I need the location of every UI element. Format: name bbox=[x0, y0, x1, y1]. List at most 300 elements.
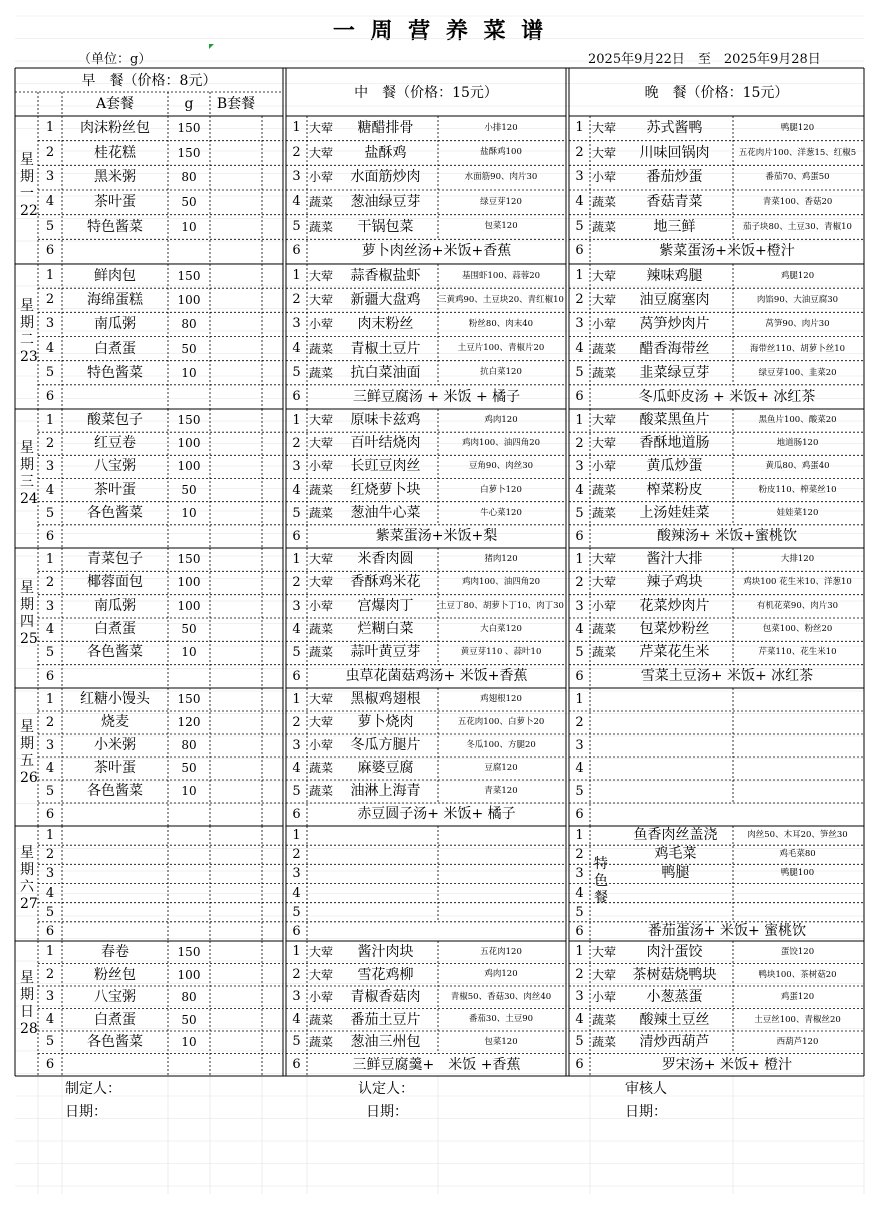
lunch-ingredients: 土豆片100、青椒片20 bbox=[457, 343, 545, 354]
row-number: 6 bbox=[575, 923, 584, 939]
breakfast-gram: 50 bbox=[181, 341, 197, 356]
lunch-ingredients: 番茄30、土豆90 bbox=[468, 1014, 534, 1025]
dinner-category: 蔬菜 bbox=[591, 195, 616, 209]
row-number: 2 bbox=[292, 575, 301, 591]
row-number: 2 bbox=[575, 292, 584, 308]
lunch-category bbox=[307, 845, 335, 864]
row-number: 4 bbox=[292, 482, 301, 498]
dinner-dish: 小葱蒸蛋 bbox=[646, 989, 703, 1005]
row-number: 6 bbox=[292, 807, 301, 822]
breakfast-dish: 黑米粥 bbox=[94, 169, 136, 186]
row-number: 4 bbox=[45, 885, 55, 901]
lunch-soup: 萝卜肉丝汤+米饭+香蕉 bbox=[361, 243, 512, 260]
row-number: 3 bbox=[292, 866, 301, 882]
row-number: 2 bbox=[292, 292, 301, 308]
breakfast-gram: 80 bbox=[181, 738, 197, 752]
lunch-category: 蔬菜 bbox=[308, 1035, 333, 1049]
breakfast-dish: 粉丝包 bbox=[94, 966, 136, 983]
breakfast-gram: 50 bbox=[181, 761, 197, 775]
lunch-category: 蔬菜 bbox=[308, 645, 333, 660]
lunch-category: 蔬菜 bbox=[308, 341, 333, 356]
dinner-dish: 肉汁蛋饺 bbox=[646, 944, 703, 960]
row-number: 1 bbox=[575, 552, 584, 567]
row-number: 5 bbox=[575, 1034, 584, 1049]
breakfast-dish: 特色酱菜 bbox=[87, 218, 143, 235]
dinner-category: 蔬菜 bbox=[591, 365, 616, 380]
row-number: 2 bbox=[575, 436, 584, 452]
lunch-ingredients: 鸡肉100、油四角20 bbox=[461, 438, 541, 449]
approver-date-label: 日期： bbox=[366, 1104, 408, 1120]
lunch-dish: 蒜叶黄豆芽 bbox=[350, 644, 421, 661]
lunch-dish: 米香肉圆 bbox=[357, 551, 414, 567]
row-number: 6 bbox=[575, 668, 584, 684]
lunch-ingredients bbox=[438, 826, 564, 845]
day-label: 星期三24 bbox=[20, 440, 38, 507]
breakfast-gram: 100 bbox=[177, 293, 201, 308]
breakfast-dish: 各色酱菜 bbox=[87, 1034, 143, 1050]
row-number: 4 bbox=[45, 340, 55, 356]
dinner-dish: 芹菜花生米 bbox=[639, 644, 710, 661]
dinner-ingredients bbox=[733, 688, 862, 711]
row-number: 5 bbox=[45, 784, 55, 799]
dinner-dish: 地三鲜 bbox=[653, 218, 696, 235]
breakfast-dish: 红糖小馒头 bbox=[80, 691, 150, 707]
lunch-category: 大荤 bbox=[308, 945, 333, 959]
breakfast-gram: 100 bbox=[177, 967, 201, 982]
lunch-ingredients: 水面筋90、肉片30 bbox=[464, 172, 538, 183]
lunch-category: 小荤 bbox=[308, 738, 333, 752]
lunch-dish: 雪花鸡柳 bbox=[357, 966, 414, 983]
row-number: 2 bbox=[45, 144, 55, 160]
lunch-dish: 盐酥鸡 bbox=[364, 144, 407, 161]
lunch-header: 中 餐（价格：15元） bbox=[354, 85, 498, 101]
breakfast-dish bbox=[62, 864, 168, 883]
special-meal-label: 特色餐 bbox=[594, 856, 608, 906]
dinner-dish bbox=[620, 884, 731, 903]
dinner-ingredients: 鸡块100 花生米10、洋葱10 bbox=[743, 577, 852, 588]
breakfast-gram: 80 bbox=[181, 170, 197, 185]
dinner-ingredients bbox=[733, 884, 862, 903]
lunch-soup: 三鲜豆腐羹+ 米饭 +香蕉 bbox=[352, 1056, 521, 1073]
set-b-header: B套餐 bbox=[216, 96, 256, 112]
lunch-dish: 萝卜烧肉 bbox=[357, 714, 414, 730]
lunch-ingredients: 鸡肉120 bbox=[484, 969, 518, 980]
lunch-dish: 百叶结烧肉 bbox=[350, 435, 421, 452]
dinner-category: 大荤 bbox=[591, 269, 616, 283]
row-number: 6 bbox=[575, 388, 584, 404]
dinner-ingredients: 鸡毛菜80 bbox=[779, 849, 816, 860]
breakfast-dish: 春卷 bbox=[101, 944, 129, 960]
lunch-category: 小荤 bbox=[308, 459, 333, 474]
row-number: 5 bbox=[45, 364, 55, 380]
breakfast-gram bbox=[168, 525, 210, 548]
breakfast-dish: 桂花糕 bbox=[94, 144, 136, 161]
row-number: 2 bbox=[575, 847, 584, 863]
dinner-category bbox=[590, 688, 618, 711]
lunch-ingredients: 粉丝80、肉末40 bbox=[468, 318, 534, 329]
breakfast-gram: 10 bbox=[181, 219, 197, 234]
row-number: 4 bbox=[575, 340, 584, 356]
row-number: 5 bbox=[575, 784, 584, 799]
dinner-dish: 鸡毛菜 bbox=[654, 846, 697, 863]
lunch-dish: 香酥鸡米花 bbox=[350, 574, 421, 591]
row-number: 6 bbox=[575, 528, 584, 544]
dinner-category: 小荤 bbox=[591, 598, 616, 613]
row-number: 3 bbox=[575, 989, 584, 1004]
row-number: 1 bbox=[575, 120, 584, 135]
dinner-header: 晚 餐（价格：15元） bbox=[644, 85, 789, 101]
dinner-dish: 鱼香肉丝盖浇 bbox=[633, 827, 718, 843]
breakfast-gram: 100 bbox=[177, 575, 201, 590]
row-number: 4 bbox=[292, 622, 301, 637]
row-number: 1 bbox=[45, 944, 55, 959]
dinner-dish: 香酥地道肠 bbox=[639, 435, 710, 452]
dinner-category: 蔬菜 bbox=[591, 645, 616, 660]
breakfast-dish: 各色酱菜 bbox=[87, 504, 143, 521]
lunch-category bbox=[307, 903, 335, 922]
dinner-category: 大荤 bbox=[591, 552, 616, 566]
row-number: 2 bbox=[45, 575, 55, 591]
lunch-ingredients: 绿豆芽120 bbox=[480, 196, 522, 207]
breakfast-gram: 10 bbox=[181, 365, 197, 380]
breakfast-dish bbox=[62, 239, 168, 264]
breakfast-dish bbox=[62, 884, 168, 903]
row-number: 3 bbox=[45, 866, 55, 882]
lunch-category: 蔬菜 bbox=[308, 505, 333, 520]
breakfast-gram: 100 bbox=[177, 598, 201, 613]
breakfast-gram bbox=[168, 884, 210, 903]
lunch-soup: 虫草花菌菇鸡汤+ 米饭+香蕉 bbox=[345, 667, 528, 684]
dinner-category: 蔬菜 bbox=[591, 341, 616, 356]
lunch-ingredients: 冬瓜100、方腿20 bbox=[466, 740, 536, 750]
lunch-dish: 冬瓜方腿片 bbox=[350, 737, 421, 753]
lunch-ingredients bbox=[438, 845, 564, 864]
row-number: 4 bbox=[292, 761, 301, 776]
row-number: 5 bbox=[575, 505, 584, 521]
dinner-dish: 油豆腐塞肉 bbox=[639, 292, 710, 309]
lunch-ingredients: 牛心菜120 bbox=[480, 507, 522, 518]
row-number: 6 bbox=[292, 528, 301, 544]
lunch-ingredients: 鸡肉120 bbox=[484, 415, 518, 426]
dinner-ingredients: 粉皮110、榨菜丝10 bbox=[758, 484, 837, 495]
row-number: 5 bbox=[292, 904, 301, 920]
lunch-category: 大荤 bbox=[308, 293, 333, 308]
row-number: 2 bbox=[45, 715, 55, 730]
breakfast-dish: 红豆卷 bbox=[94, 435, 136, 452]
lunch-ingredients: 小排120 bbox=[484, 122, 518, 133]
lunch-dish: 黑椒鸡翅根 bbox=[350, 691, 421, 707]
row-number: 2 bbox=[575, 144, 584, 160]
lunch-soup: 三鲜豆腐汤 + 米饭 + 橘子 bbox=[352, 388, 521, 405]
lunch-ingredients: 包菜120 bbox=[484, 1036, 518, 1047]
dinner-ingredients bbox=[733, 757, 862, 780]
unit-label: （单位：g） bbox=[78, 52, 152, 67]
row-number: 2 bbox=[292, 144, 301, 160]
dinner-ingredients: 绿豆芽100、韭菜20 bbox=[758, 367, 837, 378]
dinner-category: 蔬菜 bbox=[591, 1012, 616, 1027]
day-label: 星期日28 bbox=[20, 970, 38, 1037]
reviewer-label: 审核人 bbox=[625, 1081, 667, 1097]
row-number: 1 bbox=[45, 120, 55, 135]
breakfast-gram: 120 bbox=[177, 715, 201, 729]
breakfast-dish: 南瓜粥 bbox=[94, 316, 136, 333]
dinner-category: 大荤 bbox=[591, 945, 616, 959]
breakfast-gram: 150 bbox=[177, 413, 201, 427]
lunch-dish: 原味卡兹鸡 bbox=[350, 412, 421, 428]
breakfast-dish: 海绵蛋糕 bbox=[87, 292, 143, 309]
row-number: 3 bbox=[292, 738, 301, 753]
row-number: 6 bbox=[45, 668, 55, 684]
row-number: 5 bbox=[292, 645, 301, 661]
breakfast-dish: 酸菜包子 bbox=[87, 412, 143, 428]
dinner-soup: 紫菜蛋汤+米饭+橙汁 bbox=[659, 243, 795, 260]
row-number: 4 bbox=[575, 761, 584, 776]
row-number: 6 bbox=[45, 243, 55, 259]
day-label: 星期一22 bbox=[20, 151, 38, 219]
dinner-soup: 番茄蛋汤+ 米饭+ 蜜桃饮 bbox=[647, 922, 807, 939]
date-range: 2025年9月22日 至 2025年9月28日 bbox=[588, 52, 821, 67]
breakfast-header: 早 餐（价格：8元） bbox=[81, 73, 217, 89]
breakfast-dish bbox=[62, 845, 168, 864]
breakfast-gram: 10 bbox=[181, 784, 197, 798]
lunch-ingredients: 青菜120 bbox=[484, 786, 518, 796]
row-number: 3 bbox=[575, 316, 584, 332]
dinner-dish: 酸菜黑鱼片 bbox=[639, 412, 710, 428]
dinner-ingredients: 黑鱼片100、酸菜20 bbox=[758, 415, 837, 425]
breakfast-gram: 150 bbox=[177, 121, 201, 135]
dinner-ingredients: 蛋饺120 bbox=[780, 947, 815, 957]
row-number: 2 bbox=[292, 715, 301, 730]
lunch-dish: 宫爆肉丁 bbox=[357, 597, 414, 614]
breakfast-gram bbox=[168, 239, 210, 264]
dinner-soup: 酸辣汤+ 米饭+蜜桃饮 bbox=[657, 527, 797, 544]
row-number: 3 bbox=[45, 598, 55, 614]
dinner-dish bbox=[618, 780, 731, 803]
dinner-ingredients: 海带丝110、胡萝卜丝10 bbox=[749, 343, 846, 354]
dinner-ingredients: 有机花菜90、肉片30 bbox=[756, 600, 839, 611]
row-number: 6 bbox=[292, 243, 301, 259]
row-number: 6 bbox=[292, 1056, 301, 1072]
lunch-category: 小荤 bbox=[308, 990, 333, 1004]
breakfast-gram bbox=[168, 803, 210, 826]
breakfast-dish: 各色酱菜 bbox=[87, 644, 143, 661]
lunch-soup bbox=[307, 922, 566, 941]
dinner-category: 蔬菜 bbox=[591, 482, 616, 497]
lunch-category: 蔬菜 bbox=[308, 784, 333, 798]
lunch-dish: 水面筋炒肉 bbox=[350, 169, 421, 186]
lunch-soup: 紫菜蛋汤+米饭+梨 bbox=[375, 527, 498, 544]
breakfast-dish: 茶叶蛋 bbox=[94, 194, 136, 210]
dinner-ingredients: 莴笋90、肉片30 bbox=[765, 319, 830, 330]
lunch-ingredients: 大白菜120 bbox=[480, 624, 522, 635]
dinner-ingredients bbox=[733, 711, 862, 734]
row-number: 5 bbox=[292, 364, 301, 380]
dinner-ingredients bbox=[733, 780, 862, 803]
breakfast-dish: 小米粥 bbox=[94, 737, 136, 753]
lunch-ingredients: 黄豆芽110 、蒜叶10 bbox=[460, 647, 542, 658]
lunch-ingredients: 豆角90、肉丝30 bbox=[468, 461, 534, 472]
row-number: 4 bbox=[575, 622, 584, 637]
lunch-category: 小荤 bbox=[308, 170, 333, 185]
breakfast-dish: 南瓜粥 bbox=[94, 597, 136, 614]
dinner-ingredients: 土豆丝100、青椒丝20 bbox=[754, 1014, 841, 1025]
row-number: 1 bbox=[292, 413, 301, 428]
row-number: 4 bbox=[292, 885, 301, 901]
dinner-ingredients: 包菜100、粉丝20 bbox=[762, 624, 833, 634]
dinner-category: 蔬菜 bbox=[591, 219, 616, 234]
lunch-ingredients: 抗白菜120 bbox=[480, 367, 522, 378]
lunch-dish: 干锅包菜 bbox=[357, 218, 414, 235]
row-number: 4 bbox=[575, 194, 584, 209]
breakfast-dish: 鲜肉包 bbox=[94, 268, 136, 284]
row-number: 5 bbox=[45, 1034, 55, 1049]
row-number: 4 bbox=[45, 1011, 55, 1027]
lunch-dish bbox=[335, 864, 436, 883]
row-number: 5 bbox=[292, 218, 301, 234]
breakfast-gram: 10 bbox=[181, 1035, 197, 1049]
lunch-category: 蔬菜 bbox=[308, 219, 333, 234]
breakfast-dish: 白煮蛋 bbox=[94, 340, 136, 357]
reviewer-date-label: 日期： bbox=[625, 1104, 667, 1120]
dinner-dish: 酸辣土豆丝 bbox=[639, 1011, 710, 1028]
row-number: 6 bbox=[292, 668, 301, 684]
dinner-category bbox=[590, 711, 618, 734]
row-number: 3 bbox=[575, 738, 584, 753]
lunch-category: 蔬菜 bbox=[308, 482, 333, 497]
dinner-ingredients: 番茄70、鸡蛋50 bbox=[765, 172, 830, 183]
dinner-dish: 香菇青菜 bbox=[646, 194, 703, 210]
dinner-dish: 榨菜粉皮 bbox=[646, 481, 703, 498]
row-number: 6 bbox=[45, 528, 55, 544]
row-number: 5 bbox=[575, 645, 584, 661]
dinner-dish bbox=[618, 757, 731, 780]
lunch-category: 大荤 bbox=[308, 967, 333, 982]
breakfast-gram: 80 bbox=[181, 317, 197, 332]
dinner-ingredients: 鸡蛋120 bbox=[780, 992, 815, 1002]
breakfast-gram: 100 bbox=[177, 459, 201, 474]
breakfast-gram: 50 bbox=[181, 622, 197, 636]
row-number: 4 bbox=[575, 482, 584, 498]
lunch-ingredients: 青椒50、香菇30、肉丝40 bbox=[450, 991, 552, 1002]
lunch-ingredients: 豆腐120 bbox=[484, 763, 518, 773]
dinner-ingredients: 娃娃菜120 bbox=[776, 507, 819, 518]
day-label: 星期二23 bbox=[20, 298, 38, 365]
breakfast-gram: 150 bbox=[177, 269, 201, 283]
row-number: 1 bbox=[575, 692, 584, 707]
breakfast-gram: 150 bbox=[177, 945, 201, 959]
dinner-category: 小荤 bbox=[591, 990, 616, 1004]
row-number: 3 bbox=[292, 169, 301, 185]
breakfast-dish bbox=[62, 826, 168, 845]
row-number: 6 bbox=[292, 923, 301, 939]
row-number: 6 bbox=[45, 807, 55, 822]
lunch-category: 小荤 bbox=[308, 598, 333, 613]
row-number: 5 bbox=[575, 218, 584, 234]
breakfast-dish: 八宝粥 bbox=[94, 989, 136, 1005]
row-number: 5 bbox=[292, 784, 301, 799]
lunch-category: 大荤 bbox=[308, 121, 333, 135]
breakfast-dish: 白煮蛋 bbox=[94, 1011, 136, 1028]
lunch-ingredients: 鸡翅根120 bbox=[480, 694, 522, 704]
row-number: 5 bbox=[292, 1034, 301, 1049]
lunch-ingredients: 三黄鸡90、土豆块20、青红椒10 bbox=[438, 294, 564, 305]
row-number: 6 bbox=[575, 807, 584, 822]
dinner-dish: 鸭腿 bbox=[661, 865, 690, 882]
row-number: 2 bbox=[575, 575, 584, 591]
row-number: 5 bbox=[45, 505, 55, 521]
row-number: 6 bbox=[45, 1056, 55, 1072]
breakfast-gram: 50 bbox=[181, 1012, 197, 1027]
breakfast-dish: 特色酱菜 bbox=[87, 364, 143, 381]
breakfast-dish bbox=[62, 665, 168, 688]
dinner-category: 蔬菜 bbox=[591, 505, 616, 520]
lunch-dish: 烂糊白菜 bbox=[357, 621, 414, 637]
breakfast-dish: 肉沫粉丝包 bbox=[80, 120, 150, 136]
lunch-category: 大荤 bbox=[308, 715, 333, 729]
dinner-dish: 韭菜绿豆芽 bbox=[639, 364, 710, 381]
approver-label: 认定人： bbox=[358, 1081, 414, 1097]
row-number: 2 bbox=[292, 966, 301, 982]
lunch-dish: 蒜香椒盐虾 bbox=[350, 268, 421, 284]
breakfast-dish: 白煮蛋 bbox=[94, 621, 136, 637]
row-number: 1 bbox=[575, 828, 584, 843]
lunch-dish: 青椒土豆片 bbox=[350, 340, 421, 357]
dinner-ingredients bbox=[733, 903, 862, 922]
lunch-dish: 抗白菜油面 bbox=[350, 364, 421, 381]
dinner-dish: 辣子鸡块 bbox=[646, 574, 703, 591]
row-number: 1 bbox=[575, 944, 584, 959]
dinner-ingredients: 鸭腿100 bbox=[780, 868, 815, 879]
page-title: 一 周 营 养 菜 谱 bbox=[332, 18, 548, 44]
breakfast-dish: 茶叶蛋 bbox=[94, 760, 136, 776]
row-number: 2 bbox=[45, 436, 55, 452]
breakfast-dish: 各色酱菜 bbox=[87, 783, 143, 799]
dinner-ingredients: 地道肠120 bbox=[776, 438, 819, 449]
lunch-ingredients: 基围虾100、蒜蓉20 bbox=[461, 270, 541, 281]
lunch-category: 大荤 bbox=[308, 145, 333, 160]
dinner-dish: 苏式酱鸭 bbox=[646, 120, 703, 136]
row-number: 4 bbox=[292, 340, 301, 356]
lunch-category: 大荤 bbox=[308, 575, 333, 590]
dinner-dish: 包菜炒粉丝 bbox=[639, 621, 710, 637]
set-a-header: A套餐 bbox=[95, 96, 135, 112]
lunch-category: 蔬菜 bbox=[308, 622, 333, 636]
dinner-soup: 罗宋汤+ 米饭+ 橙汁 bbox=[661, 1056, 793, 1073]
row-number: 5 bbox=[45, 218, 55, 234]
row-number: 3 bbox=[45, 459, 55, 475]
dinner-dish: 上汤娃娃菜 bbox=[639, 504, 710, 521]
lunch-ingredients bbox=[438, 864, 564, 883]
breakfast-dish bbox=[62, 903, 168, 922]
dinner-dish: 醋香海带丝 bbox=[639, 340, 710, 357]
day-label: 星期六27 bbox=[20, 845, 38, 912]
dinner-dish: 清炒西葫芦 bbox=[639, 1034, 710, 1050]
dinner-ingredients: 鸡腿120 bbox=[780, 271, 815, 281]
row-number: 3 bbox=[45, 169, 55, 185]
breakfast-gram bbox=[168, 864, 210, 883]
lunch-dish: 葱油绿豆芽 bbox=[350, 194, 421, 210]
row-number: 4 bbox=[45, 194, 55, 209]
lunch-category: 大荤 bbox=[308, 269, 333, 283]
row-number: 6 bbox=[575, 1056, 584, 1072]
row-number: 2 bbox=[45, 292, 55, 308]
row-number: 2 bbox=[575, 966, 584, 982]
row-number: 3 bbox=[575, 866, 584, 882]
row-number: 1 bbox=[575, 268, 584, 283]
row-number: 3 bbox=[575, 598, 584, 614]
breakfast-gram: 50 bbox=[181, 195, 197, 209]
breakfast-gram bbox=[168, 665, 210, 688]
